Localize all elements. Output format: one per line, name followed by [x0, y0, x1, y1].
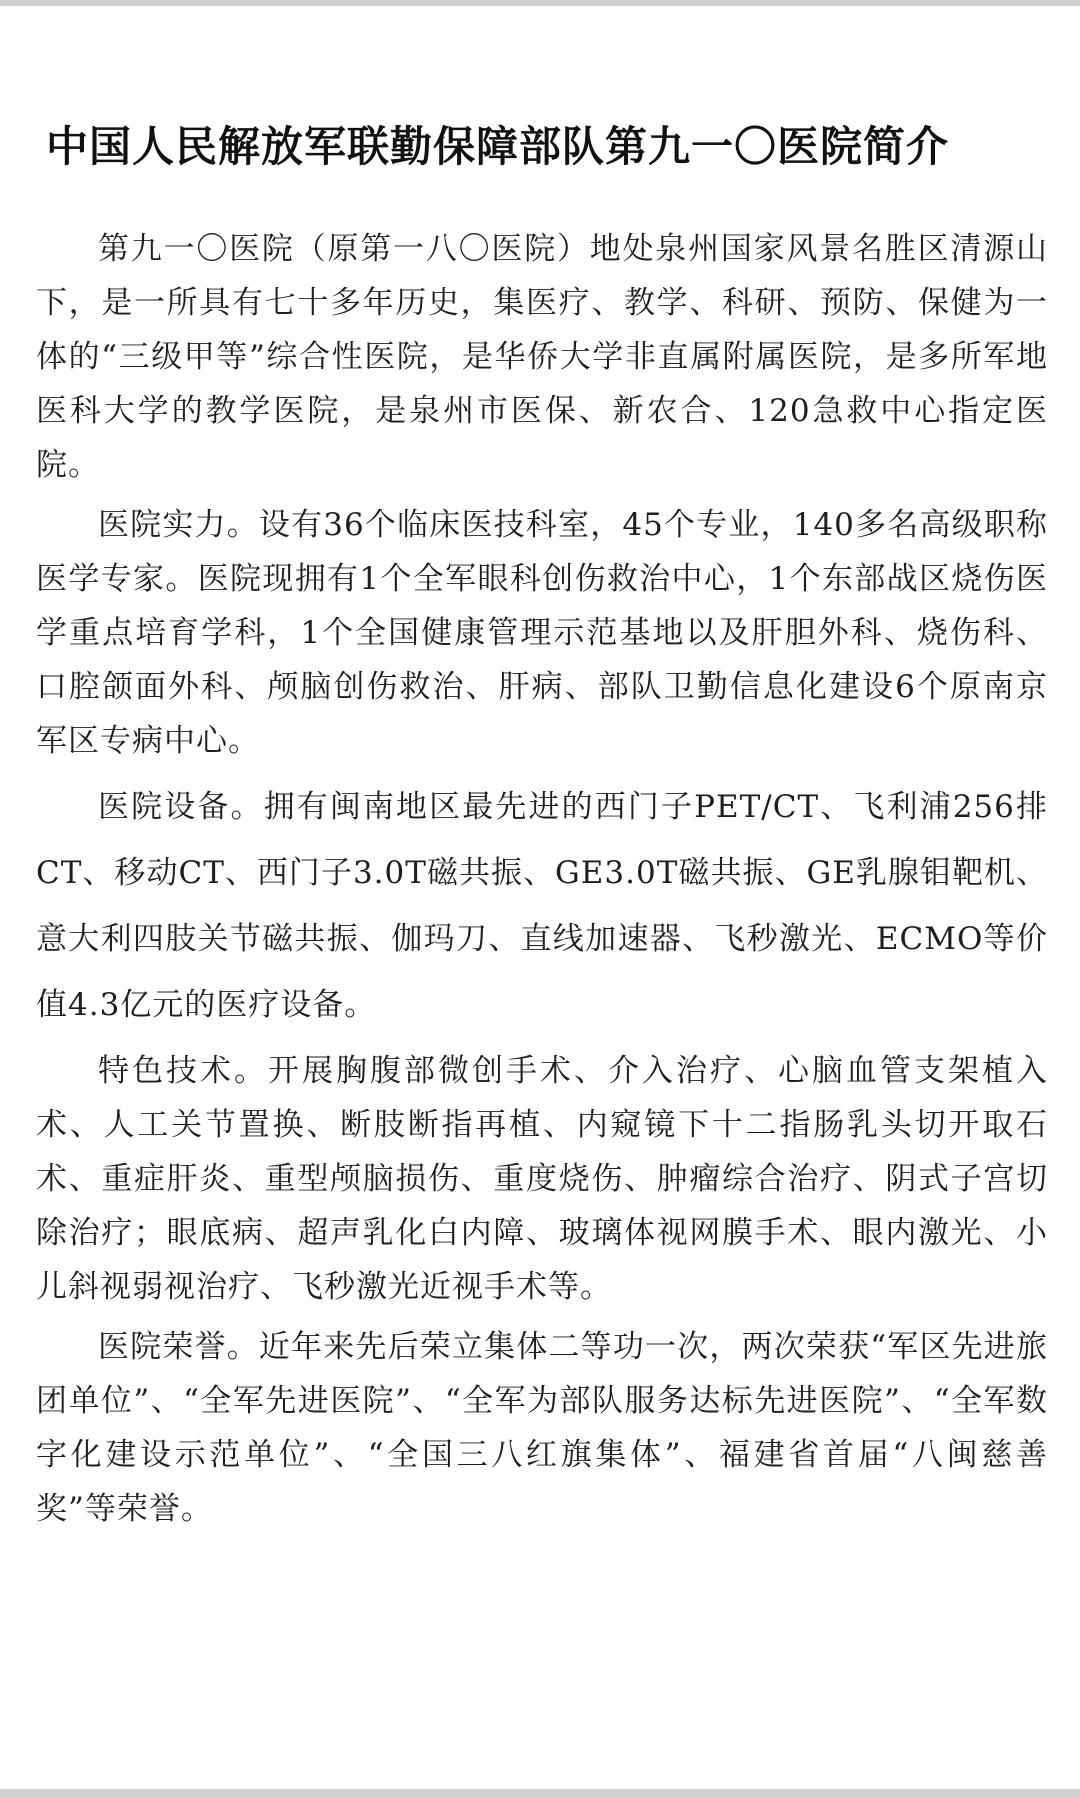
paragraph-strength: 医院实力。设有36个临床医技科室，45个专业，140多名高级职称医学专家。医院现拥有1个全军眼科创伤救治中心，1个东部战区烧伤医学重点培育学科，1个全国健康管理示范基地以及肝胆外科、烧伤科、口腔颌面外科、颅脑创伤救治、肝病、部队卫勤信息化建设6个原南京军区专病中心。 — [36, 507, 1048, 759]
paragraph-technology: 特色技术。开展胸腹部微创手术、介入治疗、心脑血管支架植入术、人工关节置换、断肢断指再植、内窥镜下十二指肠乳头切开取石术、重症肝炎、重型颅脑损伤、重度烧伤、肿瘤综合治疗、阴式子宫切除治疗；眼底病、超声乳化白内障、玻璃体视网膜手术、眼内激光、小儿斜视弱视治疗、飞秒激光近视手术等。 — [36, 1053, 1048, 1305]
document-body — [36, 222, 1048, 1542]
top-edge — [0, 0, 1080, 6]
paragraph-honors: 医院荣誉。近年来先后荣立集体二等功一次，两次荣获“军区先进旅团单位”、“全军先进医院”、“全军为部队服务达标先进医院”、“全军数字化建设示范单位”、“全国三八红旗集体”、福建省首届“八闽慈善奖”等荣誉。 — [36, 1329, 1048, 1527]
bottom-edge — [0, 1789, 1080, 1797]
paragraph-intro: 第九一〇医院（原第一八〇医院）地处泉州国家风景名胜区清源山下，是一所具有七十多年历史，集医疗、教学、科研、预防、保健为一体的“三级甲等”综合性医院，是华侨大学非直属附属医院，是多所军地医科大学的教学医院，是泉州市医保、新农合、120急救中心指定医院。 — [36, 231, 1048, 483]
paragraph-equipment: 医院设备。拥有闽南地区最先进的西门子PET/CT、飞利浦256排CT、移动CT、西门子3.0T磁共振、GE3.0T磁共振、GE乳腺钼靶机、意大利四肢关节磁共振、伽玛刀、直线加速器、飞秒激光、ECMO等价值4.3亿元的医疗设备。 — [36, 789, 1049, 1023]
document-title: 中国人民解放军联勤保障部队第九一〇医院简介 — [46, 122, 950, 171]
